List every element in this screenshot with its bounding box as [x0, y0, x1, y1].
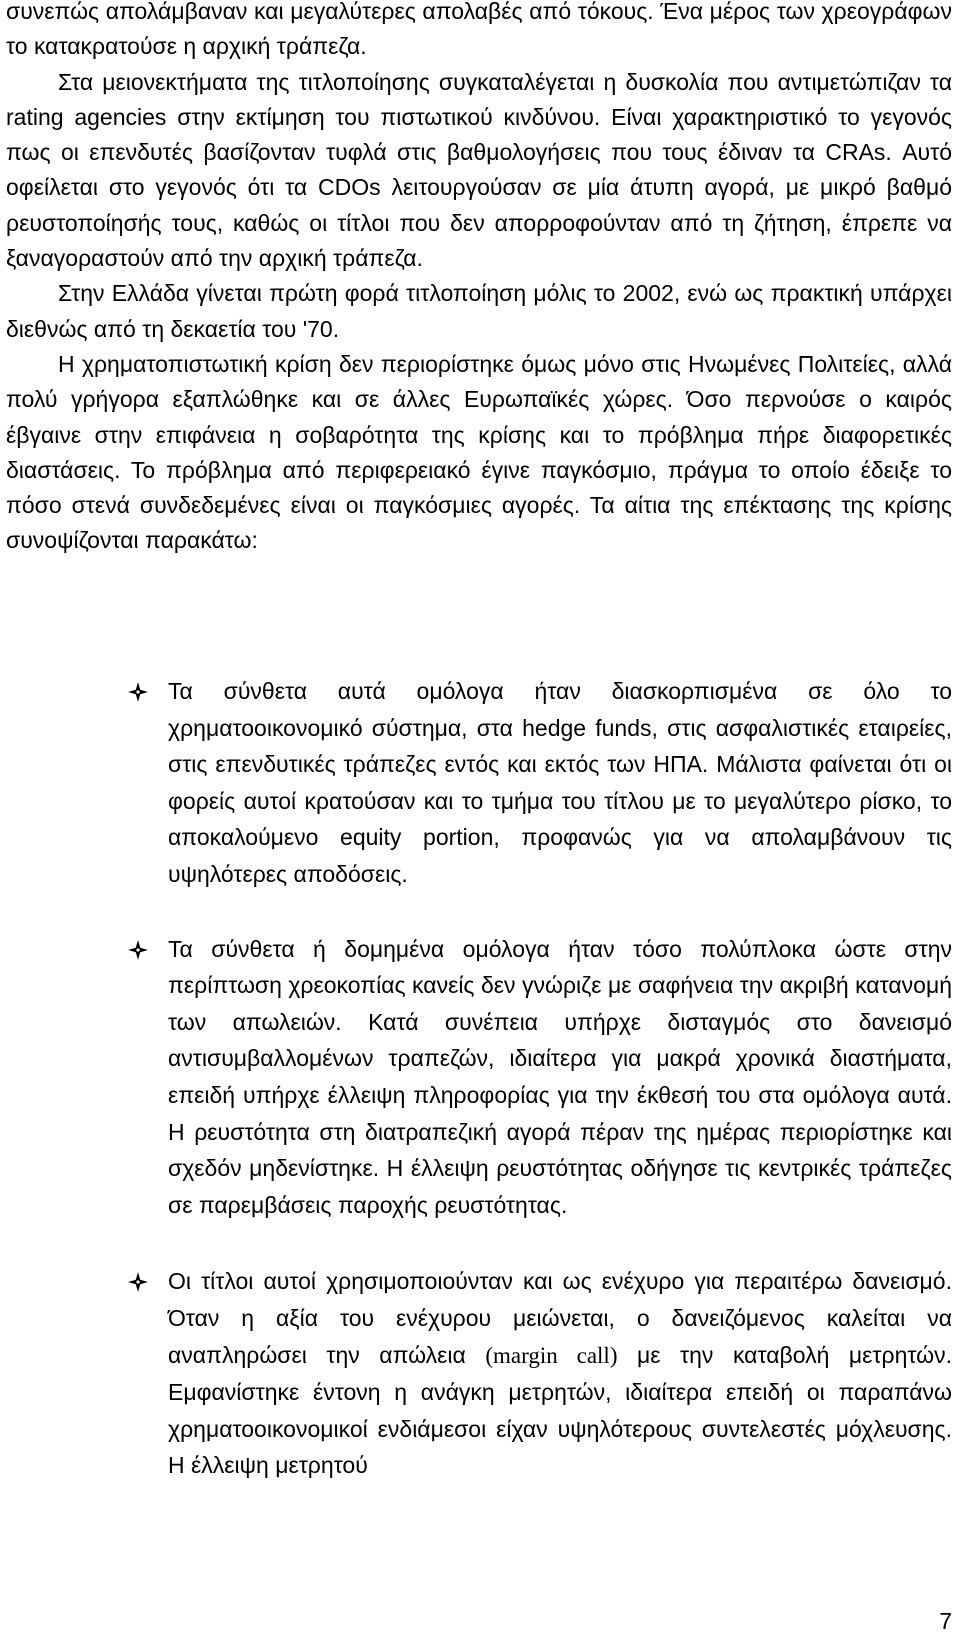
bullet-text: Τα σύνθετα αυτά ομόλογα ήταν διασκορπισμένα σε όλο το χρηματοοικονομικό σύστημα, στα hedge funds, στις ασφαλιστικές εταιρείες, στις επενδυτικές τράπεζες εντός και εκτός των ΗΠΑ. Μάλιστα φαίνεται ότι οι φορείς αυτοί κρατούσαν και το τμήμα του τίτλου με το μεγαλύτερο ρίσκο, το αποκαλούμενο equity portion, προφανώς για να απολαμβάνουν τις υψηλότερες αποδόσεις. — [168, 678, 952, 887]
bullet-item — [0, 1263, 960, 1484]
bullet-item — [0, 931, 960, 1224]
page-number: 7 — [939, 1608, 952, 1634]
bullet-text: Τα σύνθετα ή δομημένα ομόλογα ήταν τόσο πολύπλοκα ώστε στην περίπτωση χρεοκοπίας κανείς δεν γνώριζε με σαφήνεια την ακριβή κατανομή των απωλειών. Κατά συνέπεια υπήρχε δισταγμός στο δανεισμό αντισυμβαλλομένων τραπεζών, ιδιαίτερα για μακρά χρονικά διαστήματα, επειδή υπήρχε έλλειψη πληροφορίας για την έκθεσή του στα ομόλογα αυτά. Η ρευστότητα στη διατραπεζική αγορά πέραν της ημέρας περιορίστηκε και σχεδόν μηδενίστηκε. Η έλλειψη ρευστότητας οδήγησε τις κεντρικές τράπεζες σε παρεμβάσεις παροχής ρευστότητας. — [168, 935, 952, 1218]
bullet-text-part: Οι τίτλοι αυτοί χρησιμοποιούνταν και ως ενέχυρο για περαιτέρω δανεισμό. Όταν η αξία του ενέχυρου μειώνεται, ο δανειζόμενος καλείται να αναπληρώσει την απώλεια — [168, 1268, 952, 1368]
diamond-bullet-icon — [127, 1271, 149, 1293]
paragraph-greece: Στην Ελλάδα γίνεται πρώτη φορά τιτλοποίηση μόλις το 2002, ενώ ως πρακτική υπάρχει διεθνώς από τη δεκαετία του '70. — [6, 280, 952, 342]
bullet-text-part: με την καταβολή μετρητών. Εμφανίστηκε έντονη η ανάγκη μετρητών, ιδιαίτερα επειδή οι παραπάνω χρηματοοικονομικοί ενδιάμεσοι είχαν υψηλότερους συντελεστές μόχλευσης. Η έλλειψη μετρητού — [168, 1341, 953, 1479]
bullet-item — [0, 673, 960, 893]
body-text — [6, 0, 952, 559]
bullet-text — [168, 1268, 952, 1478]
paragraph-securitization-drawbacks: Στα μειονεκτήματα της τιτλοποίησης συγκαταλέγεται η δυσκολία που αντιμετώπιζαν τα rating agencies στην εκτίμηση του πιστωτικού κινδύνου. Είναι χαρακτηριστικό το γεγονός πως οι επενδυτές βασίζονταν τυφλά στις βαθμολογήσεις που τους έδιναν τα CRAs. Αυτό οφείλεται στο γεγονός ότι τα CDOs λειτουργούσαν σε μία άτυπη αγορά, με μικρό βαθμό ρευστοποίησής τους, καθώς οι τίτλοι που δεν απορροφούνταν από τη ζήτηση, έπρεπε να ξαναγοραστούν από την αρχική τράπεζα. — [6, 68, 952, 272]
paragraph-crisis-spread: Η χρηματοπιστωτική κρίση δεν περιορίστηκε όμως μόνο στις Ηνωμένες Πολιτείες, αλλά πολύ γρήγορα εξαπλώθηκε και σε άλλες Ευρωπαϊκές χώρες. Όσο περνούσε ο καιρός έβγαινε στην επιφάνεια η σοβαρότητα της κρίσης και το πρόβλημα πήρε διαφορετικές διαστάσεις. Το πρόβλημα από περιφερειακό έγινε παγκόσμιο, πράγμα το οποίο έδειξε το πόσο στενά συνδεδεμένες είναι οι παγκόσμιες αγορές. Τα αίτια της επέκτασης της κρίσης συνοψίζονται παρακάτω: — [6, 350, 952, 554]
bullet-list — [0, 673, 960, 1522]
diamond-bullet-icon — [127, 681, 149, 703]
paragraph-continuation: συνεπώς απολάμβαναν και μεγαλύτερες απολαβές από τόκους. Ένα μέρος των χρεογράφων το κατακρατούσε η αρχική τράπεζα. — [6, 0, 952, 60]
diamond-bullet-icon — [127, 939, 149, 961]
margin-call-term: (margin call) — [485, 1342, 618, 1368]
